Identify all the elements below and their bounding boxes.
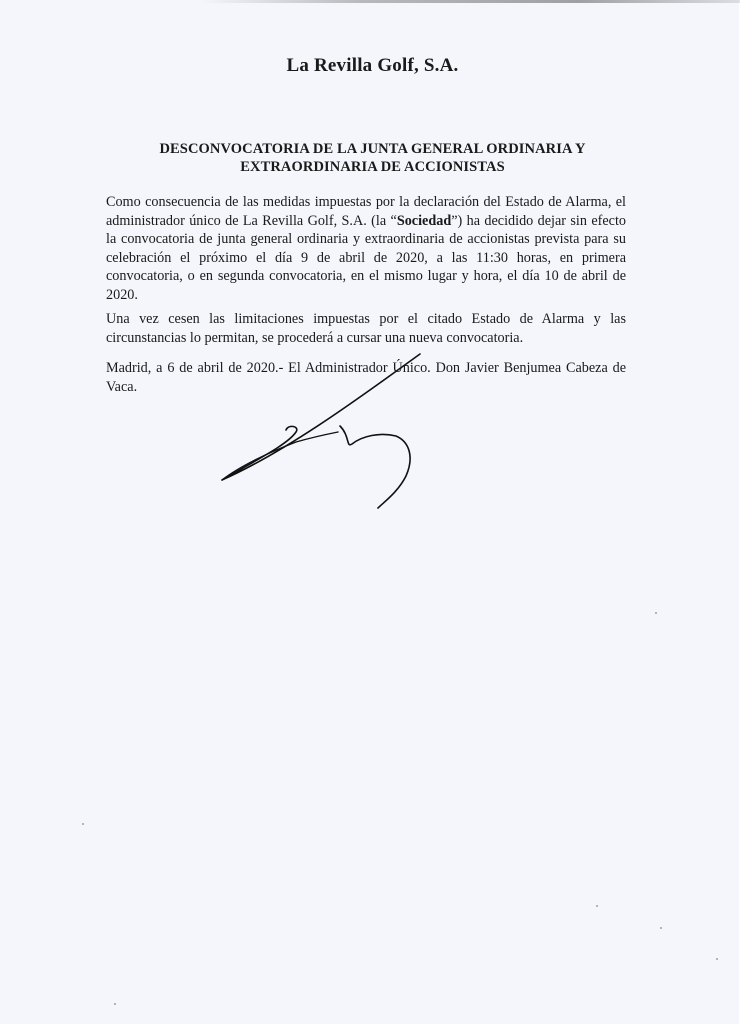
document-heading xyxy=(120,140,625,176)
paragraph-1 xyxy=(106,193,626,305)
heading-line-1: DESCONVOCATORIA DE LA JUNTA GENERAL ORDINARIA Y xyxy=(159,141,586,157)
company-title: La Revilla Golf, S.A. xyxy=(286,55,459,76)
handwritten-signature-icon xyxy=(200,340,440,520)
paragraph-3: Madrid, a 6 de abril de 2020.- El Administrador Único. Don Javier Benjumea Cabeza de Vaca. xyxy=(106,360,626,395)
scan-speck xyxy=(82,823,84,825)
scan-speck xyxy=(596,905,598,907)
scan-speck xyxy=(660,927,662,929)
scan-speck xyxy=(716,958,718,960)
paragraph-2: Una vez cesen las limitaciones impuestas por el citado Estado de Alarma y las circunstancias lo permitan, se procederá a cursar una nueva convocatoria. xyxy=(106,311,626,346)
paragraph-1-part-1: Como consecuencia de las medidas impuestas por la declaración del Estado de Alarma, el administrador único de La Revilla Golf, S.A. (la “ xyxy=(106,194,626,229)
paragraph-1-bold: Sociedad xyxy=(396,212,452,229)
heading-line-2: EXTRAORDINARIA DE ACCIONISTAS xyxy=(240,159,505,175)
scan-speck xyxy=(655,612,657,614)
scan-edge xyxy=(200,0,740,3)
scan-speck xyxy=(114,1003,116,1005)
paragraph-1-part-2: ”) ha decidido dejar sin efecto la convocatoria de junta general ordinaria y extraordinaria de accionistas prevista para su celebración el próximo el día 9 de abril de 2020, a las 11:30 horas, en primera convocatoria, o en segunda convocatoria, en el mismo lugar y hora, el día 10 de abril de 2020. xyxy=(106,212,626,303)
